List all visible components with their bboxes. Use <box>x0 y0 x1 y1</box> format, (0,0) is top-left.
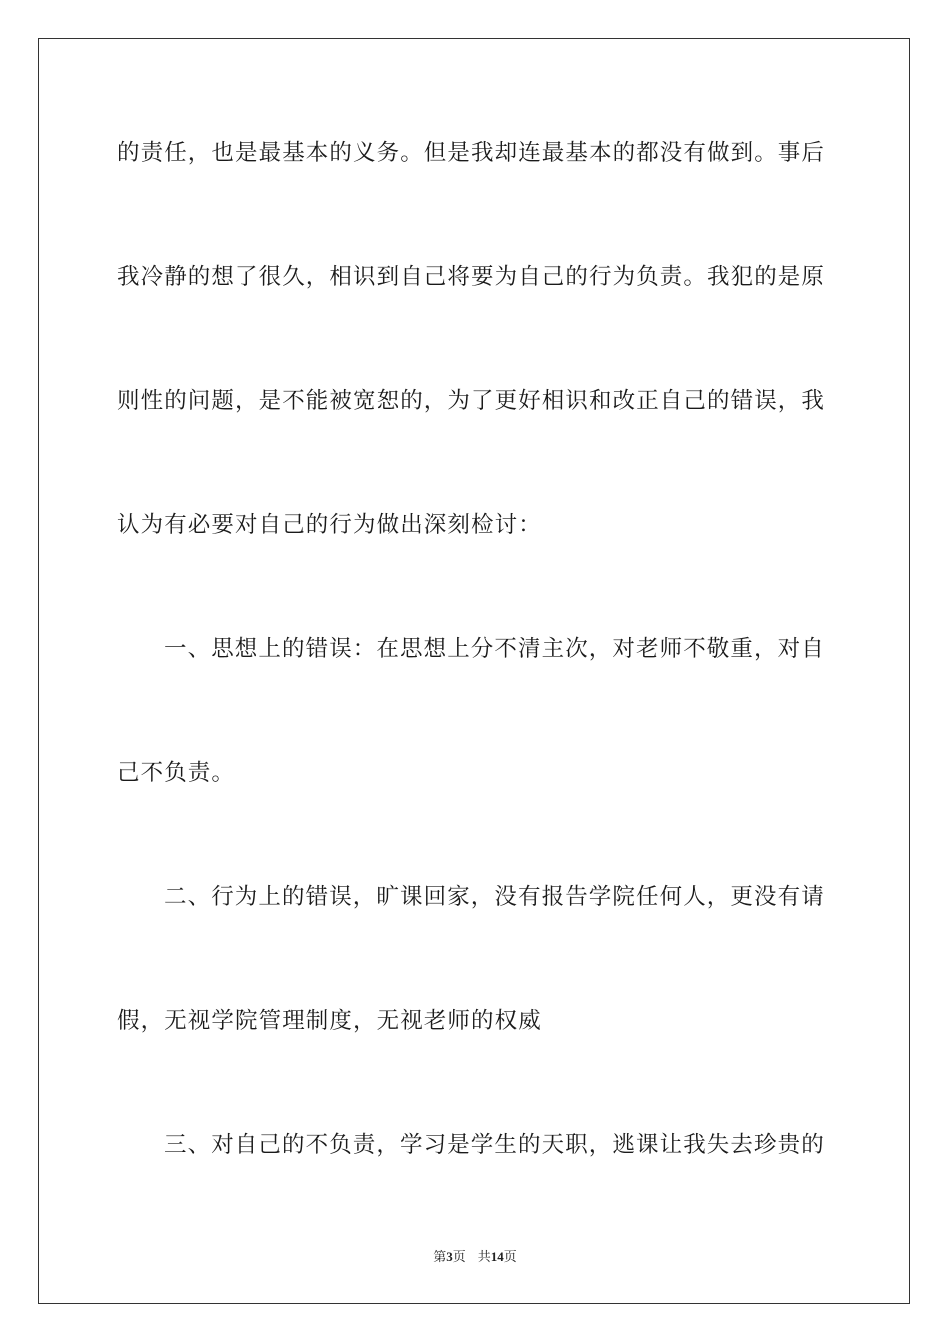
text-line-3: 则性的问题，是不能被宽恕的，为了更好相识和改正自己的错误，我 <box>117 388 826 414</box>
page-suffix: 页 <box>452 1250 466 1265</box>
text-line-4: 认为有必要对自己的行为做出深刻检讨： <box>117 512 542 538</box>
page-prefix: 第 <box>433 1250 447 1265</box>
page-footer <box>0 1248 950 1267</box>
page-border <box>38 38 910 1304</box>
total-suffix: 页 <box>503 1250 517 1265</box>
list-item-3-line-1: 三、对自己的不负责，学习是学生的天职，逃课让我失去珍贵的 <box>164 1132 825 1158</box>
text-line-1: 的责任，也是最基本的义务。但是我却连最基本的都没有做到。事后 <box>117 140 826 166</box>
total-pages: 14 <box>490 1249 504 1264</box>
page-number: 3 <box>446 1249 453 1264</box>
list-item-2-line-1: 二、行为上的错误，旷课回家，没有报告学院任何人，更没有请 <box>164 884 825 910</box>
list-item-1-line-1: 一、思想上的错误：在思想上分不清主次，对老师不敬重，对自 <box>164 636 825 662</box>
list-item-1-line-2: 己不负责。 <box>117 760 236 786</box>
total-prefix: 共 <box>477 1250 491 1265</box>
list-item-2-line-2: 假，无视学院管理制度，无视老师的权威 <box>117 1008 542 1034</box>
text-line-2: 我冷静的想了很久，相识到自己将要为自己的行为负责。我犯的是原 <box>117 264 826 290</box>
